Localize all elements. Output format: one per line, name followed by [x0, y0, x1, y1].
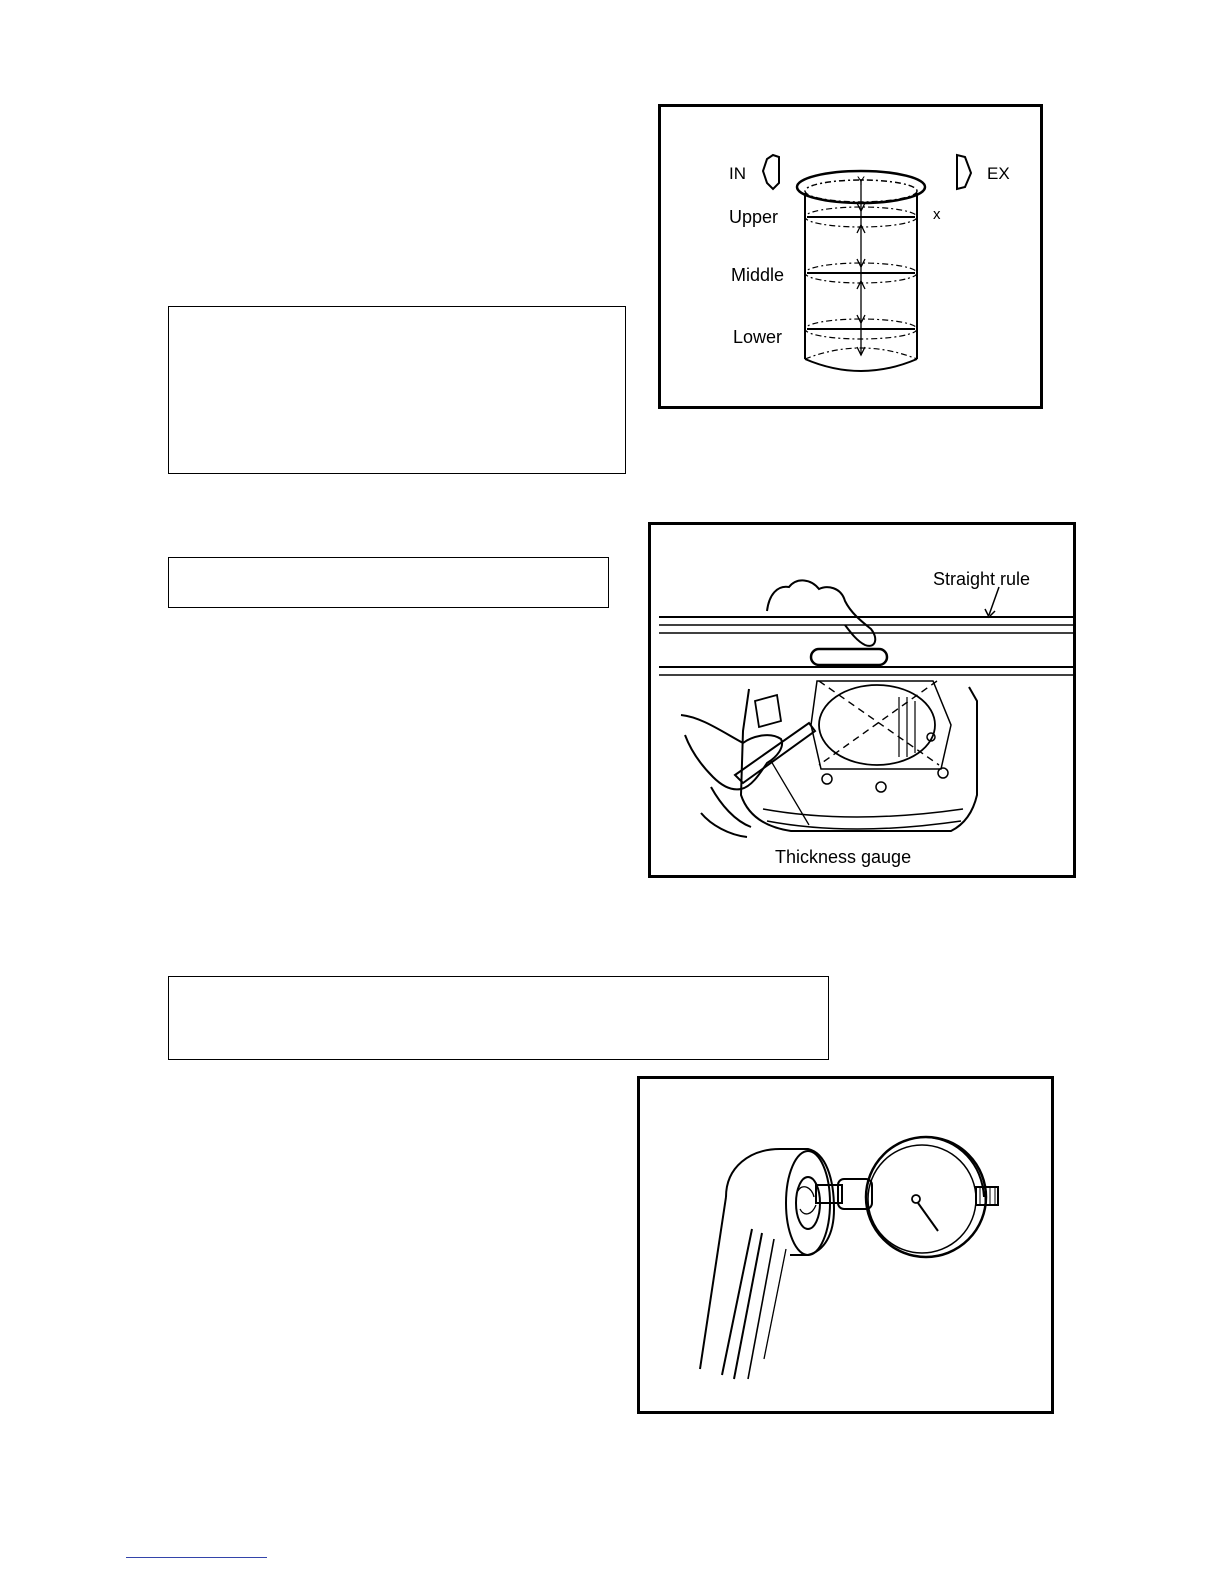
cylinder-illustration: [661, 107, 1040, 406]
spec-box-2: [168, 557, 609, 608]
footnote-rule: [126, 1557, 267, 1558]
label-upper: Upper: [729, 207, 779, 227]
dial-gauge-illustration: [640, 1079, 1051, 1411]
spec-box-1: [168, 306, 626, 474]
label-x: x: [933, 206, 941, 223]
label-lower: Lower: [733, 327, 783, 347]
exhaust-arrow-icon: [957, 155, 971, 189]
figure-cylinder-bore: [658, 104, 1043, 409]
intake-arrow-icon: [763, 155, 779, 189]
figure-head-flatness: [648, 522, 1076, 878]
label-ex: EX: [987, 164, 1010, 183]
spec-box-3: [168, 976, 829, 1060]
label-thickness-gauge: Thickness gauge: [775, 847, 912, 867]
label-in: IN: [729, 164, 746, 183]
label-straight-rule: Straight rule: [933, 569, 1031, 589]
label-y: Y: [857, 174, 866, 188]
figure-dial-gauge: [637, 1076, 1054, 1414]
label-middle: Middle: [731, 265, 785, 285]
head-flatness-illustration: [651, 525, 1073, 875]
